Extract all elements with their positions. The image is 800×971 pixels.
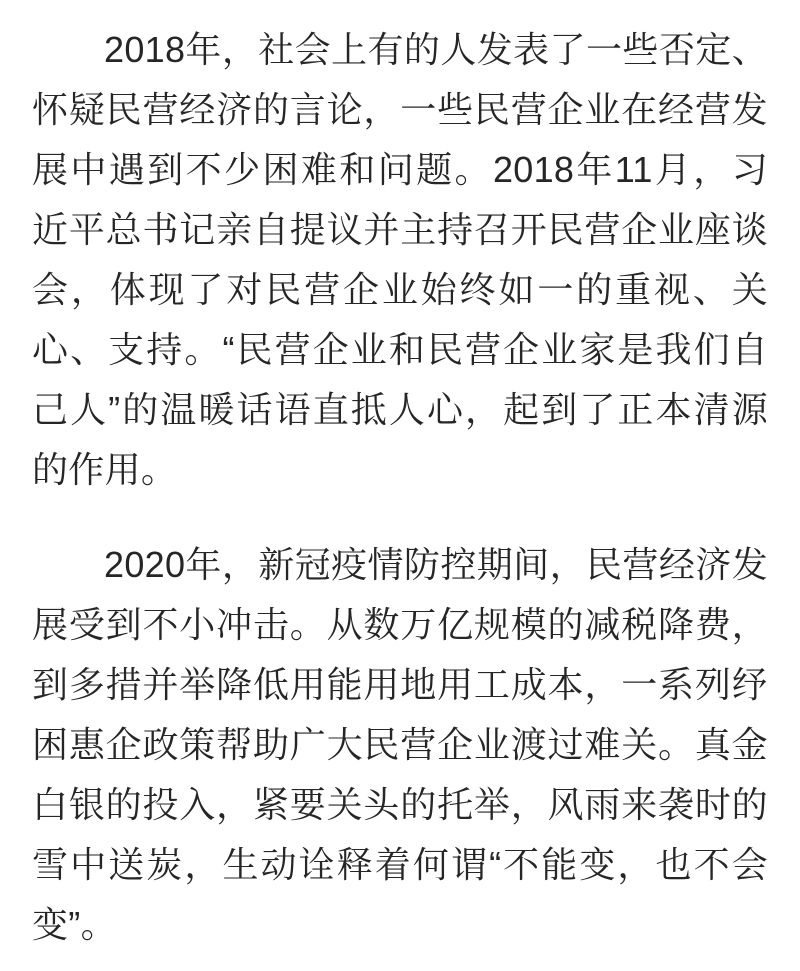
paragraph-2018: 2018年，社会上有的人发表了一些否定、怀疑民营经济的言论，一些民营企业在经营发展中遇到不少困难和问题。2018年11月，习近平总书记亲自提议并主持召开民营企业座谈会，体现了对民营企业始终如一的重视、关心、支持。“民营企业和民营企业家是我们自己人”的温暖话语直抵人心，起到了正本清源的作用。 <box>32 29 768 490</box>
paragraph-2020: 2020年，新冠疫情防控期间，民营经济发展受到不小冲击。从数万亿规模的减税降费，到多措并举降低用能用地用工成本，一系列纾困惠企政策帮助广大民营企业渡过难关。真金白银的投入，紧要关头的托举，风雨来袭时的雪中送炭，生动诠释着何谓“不能变，也不会变”。 <box>32 544 768 945</box>
